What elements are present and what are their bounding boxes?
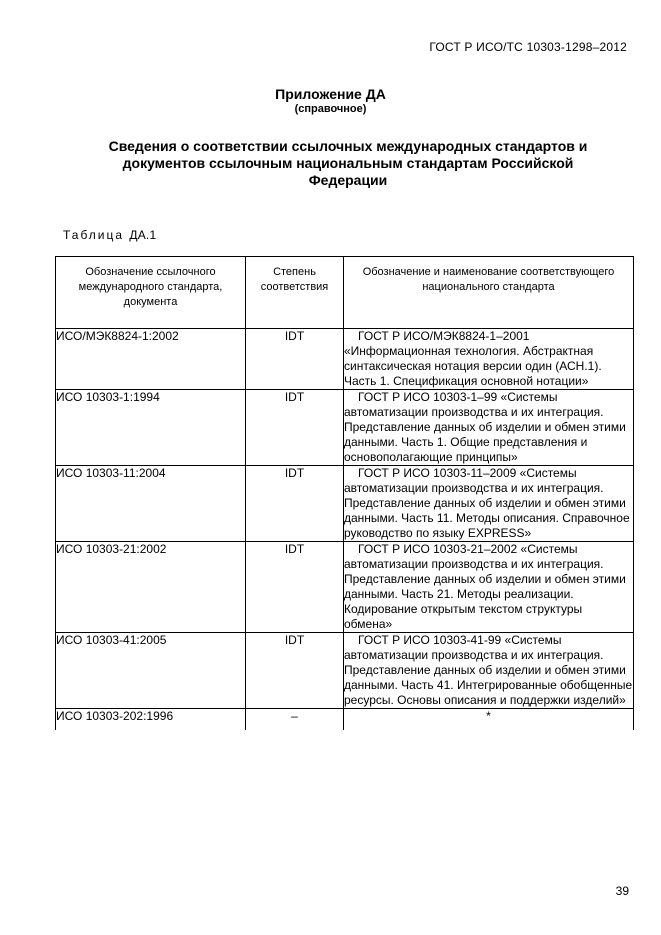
- national-standard-text: ГОСТ Р ИСО 10303-21–2002 «Системы автоматизации производства и их интеграция. Представление данных об изделии и обмен этими данными. Часть 21. Методы реализации. Кодирование открытым текстом структуры обмена»: [344, 542, 626, 631]
- degree-cell: IDT: [246, 633, 344, 709]
- table-header-row: [56, 257, 634, 329]
- national-standard-text: ГОСТ Р ИСО 10303-41-99 «Системы автоматизации производства и их интеграция. Представление данных об изделии и обмен этими данными. Часть 41. Интегрированные обобщенные ресурсы. Основы описания и поддержки изделий»: [344, 633, 633, 707]
- table-row: [56, 466, 634, 542]
- table-row: [56, 709, 634, 731]
- table-row: [56, 390, 634, 466]
- designation-cell: ИСО 10303-1:1994: [56, 390, 246, 466]
- national-standard-text: ГОСТ Р ИСО 10303-11–2009 «Системы автоматизации производства и их интеграция. Представление данных об изделии и обмен этими данными. Часть 11. Методы описания. Справочное руководство по языку EXPRESS»: [344, 466, 630, 540]
- national-standard-cell: *: [344, 709, 634, 731]
- correspondence-table: [55, 256, 634, 730]
- national-standard-cell: [344, 542, 634, 633]
- page-number: 39: [615, 884, 629, 898]
- section-title-line: Федерации: [308, 172, 388, 188]
- table-row: [56, 633, 634, 709]
- section-title-line: документов ссылочным национальным стандартам Российской: [122, 155, 574, 171]
- section-title: [48, 138, 648, 189]
- table-caption-number: ДА.1: [129, 228, 157, 242]
- column-header-national-standard: Обозначение и наименование соответствующего национального стандарта: [344, 257, 634, 329]
- appendix-subtitle: (справочное): [294, 103, 367, 115]
- table-row: [56, 542, 634, 633]
- national-standard-cell: [344, 329, 634, 390]
- national-standard-cell: [344, 633, 634, 709]
- designation-cell: ИСО 10303-41:2005: [56, 633, 246, 709]
- designation-cell: ИСО 10303-202:1996: [56, 709, 246, 731]
- section-title-line: Сведения о соответствии ссылочных международных стандартов и: [108, 138, 588, 154]
- designation-cell: ИСО 10303-11:2004: [56, 466, 246, 542]
- degree-cell: IDT: [246, 390, 344, 466]
- national-standard-cell: [344, 390, 634, 466]
- designation-cell: ИСО/МЭК8824-1:2002: [56, 329, 246, 390]
- national-standard-text: ГОСТ Р ИСО/МЭК8824-1–2001 «Информационная технология. Абстрактная синтаксическая нотация версии один (АСН.1). Часть 1. Спецификация основной нотации»: [344, 329, 602, 388]
- document-code: ГОСТ Р ИСО/ТС 10303-1298–2012: [429, 40, 627, 54]
- national-standard-text: ГОСТ Р ИСО 10303-1–99 «Системы автоматизации производства и их интеграция. Представление данных об изделии и обмен этими данными. Часть 1. Общие представления и основополагающие принципы»: [344, 390, 626, 464]
- degree-cell: –: [246, 709, 344, 731]
- table-caption: [63, 228, 156, 242]
- table-caption-label: Таблица: [63, 228, 125, 242]
- designation-cell: ИСО 10303-21:2002: [56, 542, 246, 633]
- national-standard-cell: [344, 466, 634, 542]
- degree-cell: IDT: [246, 542, 344, 633]
- table-row: [56, 329, 634, 390]
- appendix-title: Приложение ДА: [275, 86, 386, 102]
- degree-cell: IDT: [246, 466, 344, 542]
- column-header-degree: Степень соответствия: [246, 257, 344, 329]
- column-header-designation: Обозначение ссылочного международного стандарта, документа: [56, 257, 246, 329]
- degree-cell: IDT: [246, 329, 344, 390]
